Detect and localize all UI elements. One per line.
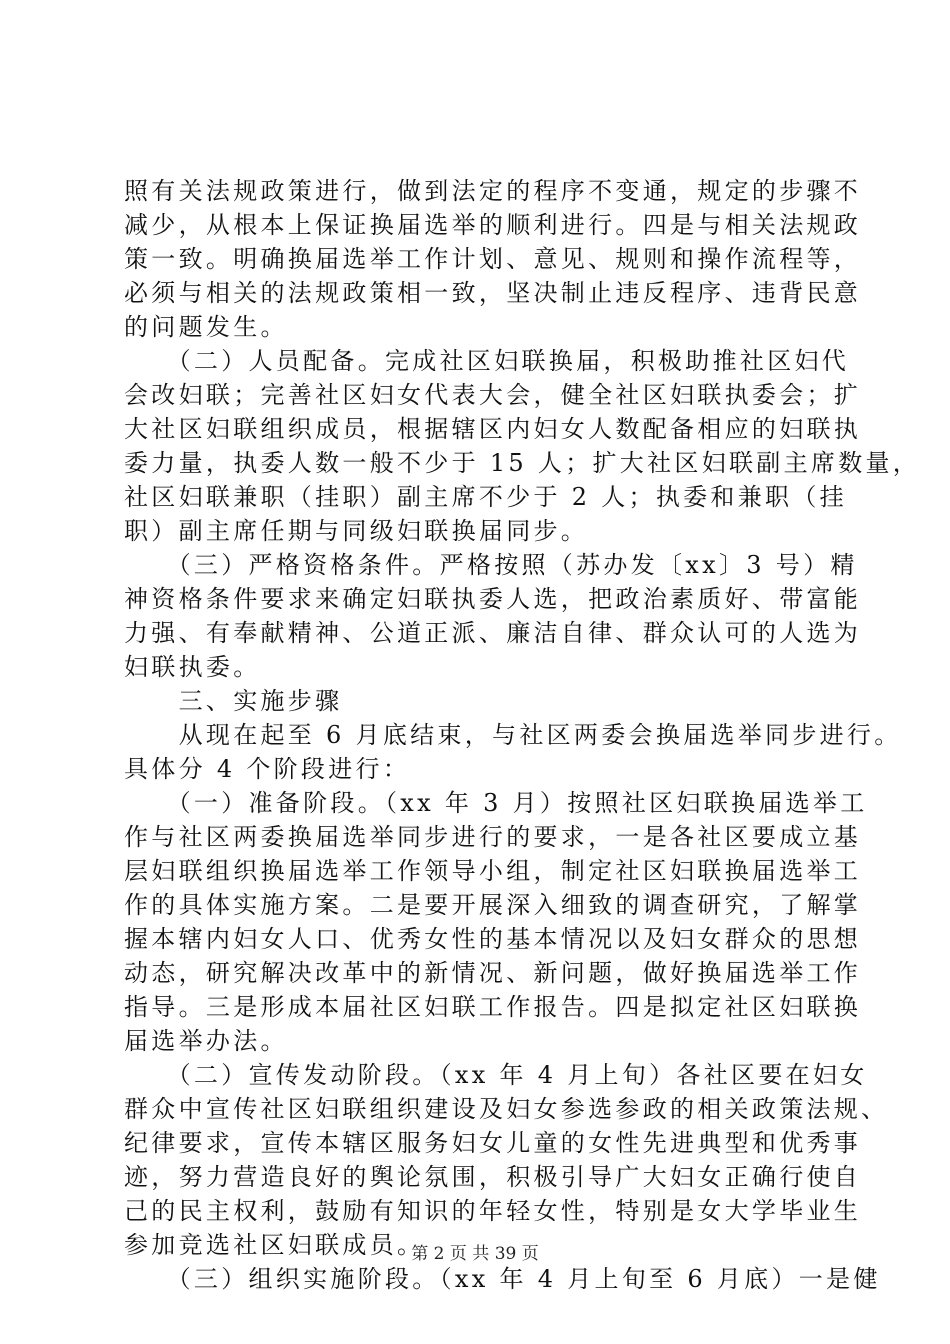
text-line: 三、实施步骤	[124, 687, 343, 715]
text-line: 层妇联组织换届选举工作领导小组，制定社区妇联换届选举工	[124, 857, 862, 885]
text-line: 作与社区两委换届选举同步进行的要求，一是各社区要成立基	[124, 823, 862, 851]
text-line: 届选举办法。	[124, 1027, 288, 1055]
page-footer: 第 2 页 共 39 页	[411, 1244, 539, 1264]
text-line: 作的具体实施方案。二是要开展深入细致的调查研究，了解掌	[124, 891, 862, 919]
text-line: 从现在起至 6 月底结束，与社区两委会换届选举同步进行。	[124, 721, 902, 749]
text-line: 必须与相关的法规政策相一致，坚决制止违反程序、违背民意	[124, 279, 862, 307]
text-line: 迹，努力营造良好的舆论氛围，积极引导广大妇女正确行使自	[124, 1163, 862, 1191]
text-line: 照有关法规政策进行，做到法定的程序不变通，规定的步骤不	[124, 177, 862, 205]
text-line: 的问题发生。	[124, 313, 288, 341]
text-line: 参加竞选社区妇联成员。	[124, 1231, 425, 1259]
text-line: 动态，研究解决改革中的新情况、新问题，做好换届选举工作	[124, 959, 862, 987]
text-line: 纪律要求，宣传本辖区服务妇女儿童的女性先进典型和优秀事	[124, 1129, 862, 1157]
text-line: （二）人员配备。完成社区妇联换届，积极助推社区妇代	[124, 347, 850, 375]
text-line: 大社区妇联组织成员，根据辖区内妇女人数配备相应的妇联执	[124, 415, 862, 443]
text-line: 己的民主权利，鼓励有知识的年轻女性，特别是女大学毕业生	[124, 1197, 862, 1225]
text-line: 具体分 4 个阶段进行：	[124, 755, 411, 783]
text-line: （一）准备阶段。（xx 年 3 月）按照社区妇联换届选举工	[124, 789, 868, 817]
text-line: 策一致。明确换届选举工作计划、意见、规则和操作流程等，	[124, 245, 862, 273]
text-line: 减少，从根本上保证换届选举的顺利进行。四是与相关法规政	[124, 211, 862, 239]
text-line: 指导。三是形成本届社区妇联工作报告。四是拟定社区妇联换	[124, 993, 862, 1021]
text-line: 力强、有奉献精神、公道正派、廉洁自律、群众认可的人选为	[124, 619, 862, 647]
text-line: （三）组织实施阶段。（xx 年 4 月上旬至 6 月底）一是健	[124, 1265, 881, 1293]
text-line: 群众中宣传社区妇联组织建设及妇女参选参政的相关政策法规、	[124, 1095, 889, 1123]
text-line: 委力量，执委人数一般不少于 15 人；扩大社区妇联副主席数量，	[124, 449, 921, 477]
text-line: 会改妇联；完善社区妇女代表大会，健全社区妇联执委会；扩	[124, 381, 862, 409]
text-line: （二）宣传发动阶段。（xx 年 4 月上旬）各社区要在妇女	[124, 1061, 868, 1089]
text-line: 握本辖内妇女人口、优秀女性的基本情况以及妇女群众的思想	[124, 925, 862, 953]
text-line: （三）严格资格条件。严格按照（苏办发〔xx〕3 号）精	[124, 551, 858, 579]
text-line: 神资格条件要求来确定妇联执委人选，把政治素质好、带富能	[124, 585, 862, 613]
document-body	[124, 174, 921, 1296]
text-line: 妇联执委。	[124, 653, 261, 681]
text-line: 社区妇联兼职（挂职）副主席不少于 2 人；执委和兼职（挂	[124, 483, 847, 511]
text-line: 职）副主席任期与同级妇联换届同步。	[124, 517, 589, 545]
